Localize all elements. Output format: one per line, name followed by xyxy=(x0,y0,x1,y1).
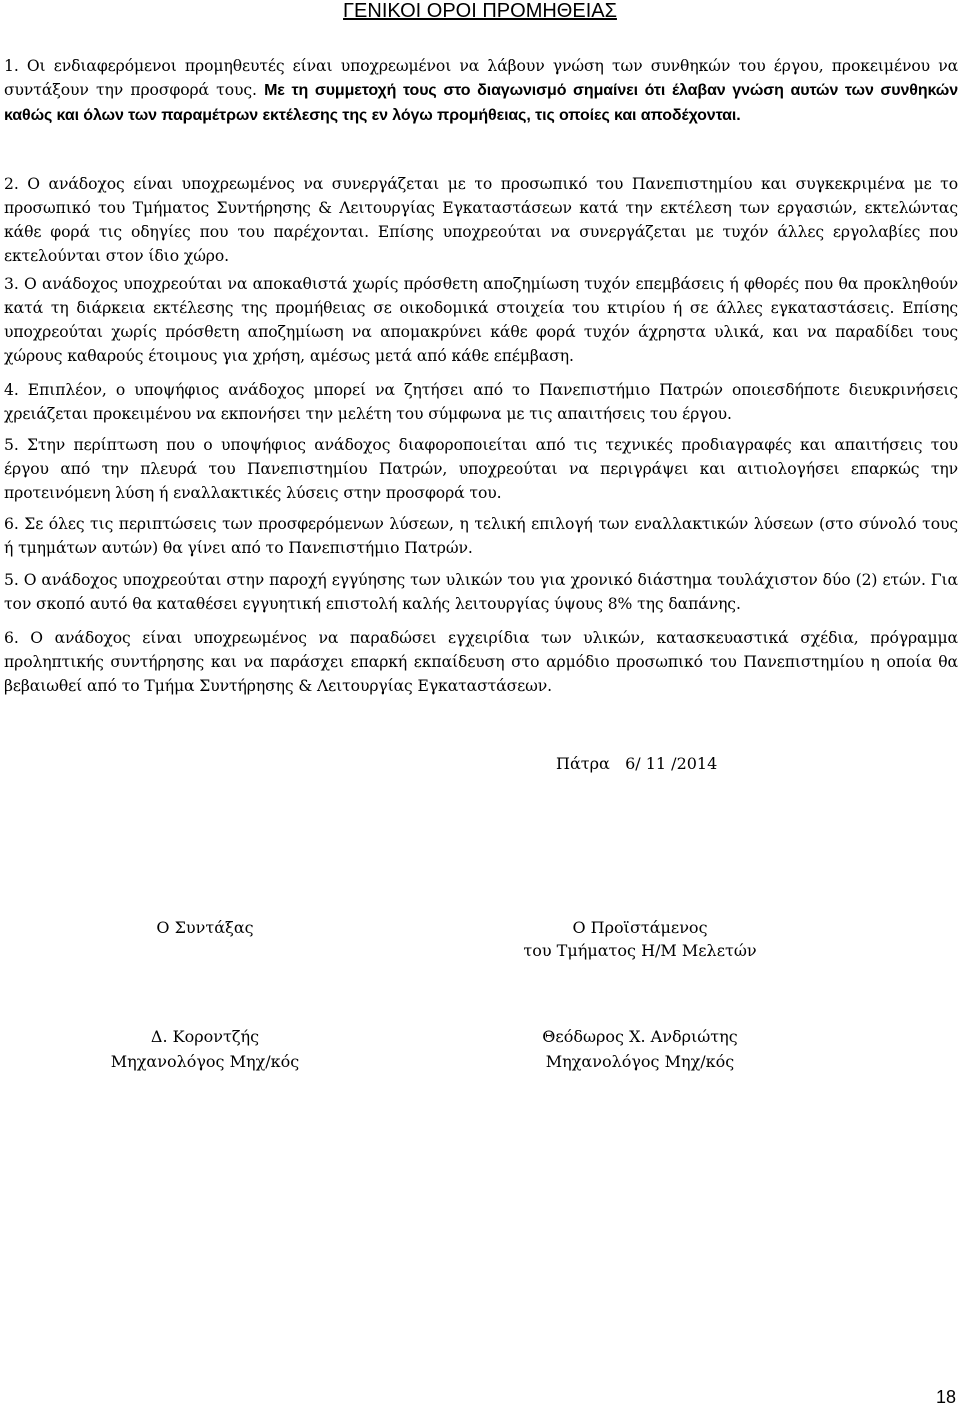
right-signatory-role: Ο Προϊστάμενος xyxy=(572,918,708,937)
term-6: 6. Σε όλες τις περιπτώσεις των προσφερόμενων λύσεων, η τελική επιλογή των εναλλακτικών λύσεων (στο σύνολό τους ή τμημάτων αυτών) θα γίνει από το Πανεπιστήμιο Πατρών. xyxy=(4,515,958,557)
left-signatory-title: Μηχανολόγος Μηχ/κός xyxy=(110,1052,300,1071)
place-date: Πάτρα 6/ 11 /2014 xyxy=(556,754,718,773)
left-signatory-name: Δ. Κοροντζής xyxy=(150,1027,260,1046)
right-signatory-title: Μηχανολόγος Μηχ/κός xyxy=(545,1052,735,1071)
term-1-bold-text: Με τη συμμετοχή τους στο διαγωνισμό σημαίνει ότι έλαβαν γνώση αυτών των συνθηκών καθώς και όλων των παραμέτρων εκτέλεσης της εν λόγω προμήθειας, τις οποίες και αποδέχονται. xyxy=(4,82,959,124)
term-1 xyxy=(4,54,958,128)
page-title: ΓΕΝΙΚΟΙ ΟΡΟΙ ΠΡΟΜΗΘΕΙΑΣ xyxy=(343,0,617,22)
right-signatory-name: Θεόδωρος Χ. Ανδριώτης xyxy=(542,1027,738,1046)
term-2: 2. Ο ανάδοχος είναι υποχρεωμένος να συνεργάζεται με το προσωπικό του Πανεπιστημίου και συγκεκριμένα με το προσωπικό του Τμήματος Συντήρησης & Λειτουργίας Εγκαταστάσεων κατά την εκτέλεση των εργασιών, εκτελώντας κάθε φορά τις οδηγίες που του παρέχονται. Επίσης υποχρεούται να συνεργάζεται με τυχόν άλλες εργολαβίες που εκτελούνται στον ίδιο χώρο. xyxy=(4,175,958,265)
term-1-text: 1. Οι ενδιαφερόμενοι προμηθευτές είναι υποχρεωμένοι να λάβουν γνώση των συνθηκών του έργου, προκειμένου να συντάξουν την προσφορά τους. xyxy=(4,57,958,99)
term-4: 4. Επιπλέον, ο υποψήφιος ανάδοχος μπορεί να ζητήσει από το Πανεπιστήμιο Πατρών οποιεσδήποτε διευκρινήσεις χρειάζεται προκειμένου να εκπονήσει την μελέτη του σύμφωνα με τις απαιτήσεις του έργου. xyxy=(4,381,958,423)
term-5: 5. Στην περίπτωση που ο υποψήφιος ανάδοχος διαφοροποιείται από τις τεχνικές προδιαγραφές και απαιτήσεις του έργου από την πλευρά του Πανεπιστημίου Πατρών, υποχρεούται να περιγράψει και αιτιολογήσει επαρκώς την προτεινόμενη λύση ή εναλλακτικές λύσεις στην προσφορά του. xyxy=(4,436,958,502)
term-3: 3. Ο ανάδοχος υποχρεούται να αποκαθιστά χωρίς πρόσθετη αποζημίωση τυχόν επεμβάσεις ή φθορές που θα προκληθούν κατά τη διάρκεια εκτέλεσης της προμήθειας σε οικοδομικά στοιχεία του κτιρίου ή σε άλλες εγκαταστάσεις. Επίσης υποχρεούται χωρίς πρόσθετη αποζημίωση να απομακρύνει κάθε φορά τυχόν άχρηστα υλικά, και να παραδίδει τους χώρους καθαρούς έτοιμους για χρήση, αμέσως μετά από κάθε επέμβαση. xyxy=(4,275,958,365)
right-signatory-department: του Τμήματος Η/Μ Μελετών xyxy=(523,941,757,960)
term-8: 6. Ο ανάδοχος είναι υποχρεωμένος να παραδώσει εγχειρίδια των υλικών, κατασκευαστικά σχέδια, πρόγραμμα προληπτικής συντήρησης και να παράσχει επαρκή εκπαίδευση στο αρμόδιο προσωπικό του Πανεπιστημίου η οποία θα βεβαιωθεί από το Τμήμα Συντήρησης & Λειτουργίας Εγκαταστάσεων. xyxy=(4,629,958,695)
term-7: 5. Ο ανάδοχος υποχρεούται στην παροχή εγγύησης των υλικών του για χρονικό διάστημα τουλάχιστον δύο (2) ετών. Για τον σκοπό αυτό θα καταθέσει εγγυητική επιστολή καλής λειτουργίας ύψους 8% της δαπάνης. xyxy=(4,571,958,613)
page-number: 18 xyxy=(935,1387,956,1407)
left-signatory-role: Ο Συντάξας xyxy=(156,918,254,937)
